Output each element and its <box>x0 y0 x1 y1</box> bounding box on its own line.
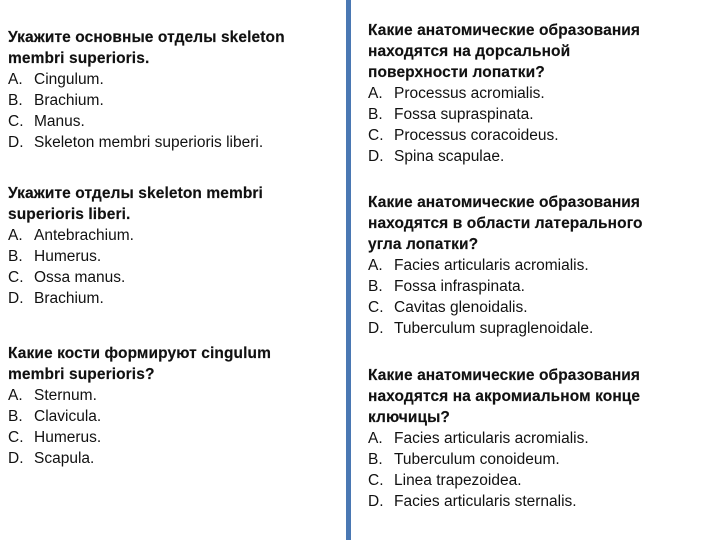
question-line: Какие анатомические образования <box>368 367 641 384</box>
question-line: поверхности лопатки? <box>368 64 545 81</box>
option-letter: C. <box>368 472 384 489</box>
option-text: Facies articularis acromialis. <box>394 257 589 274</box>
answer-option <box>8 288 263 309</box>
question-line: Укажите отделы skeleton membri <box>8 185 263 202</box>
option-text: Sternum. <box>34 387 97 404</box>
question-block <box>368 365 640 512</box>
option-letter: C. <box>8 113 24 130</box>
option-letter: C. <box>8 429 24 446</box>
answer-option <box>368 125 640 146</box>
answer-option <box>368 449 640 470</box>
question-block <box>368 20 640 167</box>
option-letter: C. <box>368 127 384 144</box>
option-text: Fossa supraspinata. <box>394 106 534 123</box>
answer-option <box>368 276 643 297</box>
option-letter: B. <box>368 106 383 123</box>
option-text: Manus. <box>34 113 85 130</box>
question-block <box>8 343 271 469</box>
answer-option <box>368 318 643 339</box>
answer-option <box>8 385 271 406</box>
option-letter: C. <box>8 269 24 286</box>
option-text: Processus coracoideus. <box>394 127 559 144</box>
option-text: Facies articularis sternalis. <box>394 493 577 510</box>
question-line: membri superioris? <box>8 366 155 383</box>
answer-option <box>8 132 285 153</box>
option-text: Spina scapulae. <box>394 148 505 165</box>
answer-option <box>368 428 640 449</box>
option-text: Skeleton membri superioris liberi. <box>34 134 264 151</box>
answer-option <box>8 406 271 427</box>
option-letter: D. <box>8 290 24 307</box>
answer-option <box>368 255 643 276</box>
option-letter: D. <box>368 148 384 165</box>
answer-option <box>368 104 640 125</box>
question-line: Какие анатомические образования <box>368 22 641 39</box>
question-line: находятся в области латерального <box>368 215 643 232</box>
question-line: угла лопатки? <box>368 236 479 253</box>
option-text: Tuberculum supraglenoidale. <box>394 320 594 337</box>
question-block <box>8 27 285 153</box>
answer-option <box>368 146 640 167</box>
option-letter: D. <box>368 320 384 337</box>
option-letter: C. <box>368 299 384 316</box>
option-text: Brachium. <box>34 290 104 307</box>
option-text: Linea trapezoidea. <box>394 472 522 489</box>
option-text: Cingulum. <box>34 71 104 88</box>
option-letter: A. <box>368 257 383 274</box>
answer-option <box>8 111 285 132</box>
option-text: Facies articularis acromialis. <box>394 430 589 447</box>
answer-option <box>8 225 263 246</box>
question-line: находятся на акромиальном конце <box>368 388 641 405</box>
question-line: Какие анатомические образования <box>368 194 641 211</box>
option-text: Humerus. <box>34 248 102 265</box>
option-text: Clavicula. <box>34 408 102 425</box>
option-letter: A. <box>368 430 383 447</box>
question-line: membri superioris. <box>8 50 150 67</box>
option-letter: B. <box>368 451 383 468</box>
answer-option <box>8 69 285 90</box>
option-text: Processus acromialis. <box>394 85 545 102</box>
option-text: Fossa infraspinata. <box>394 278 525 295</box>
option-text: Ossa manus. <box>34 269 126 286</box>
option-text: Humerus. <box>34 429 102 446</box>
answer-option <box>368 297 643 318</box>
answer-option <box>8 267 263 288</box>
answer-option <box>8 448 271 469</box>
column-divider <box>346 0 351 540</box>
option-letter: D. <box>8 450 24 467</box>
answer-option <box>368 470 640 491</box>
answer-option <box>368 491 640 512</box>
question-block <box>368 192 643 339</box>
option-letter: D. <box>8 134 24 151</box>
option-letter: A. <box>368 85 383 102</box>
option-letter: D. <box>368 493 384 510</box>
option-letter: B. <box>8 92 23 109</box>
question-line: Укажите основные отделы skeleton <box>8 29 285 46</box>
question-line: находятся на дорсальной <box>368 43 571 60</box>
option-letter: B. <box>8 408 23 425</box>
answer-option <box>8 427 271 448</box>
question-line: ключицы? <box>368 409 451 426</box>
answer-option <box>8 90 285 111</box>
option-letter: A. <box>8 387 23 404</box>
option-letter: A. <box>8 227 23 244</box>
option-text: Antebrachium. <box>34 227 134 244</box>
question-line: superioris liberi. <box>8 206 131 223</box>
option-text: Cavitas glenoidalis. <box>394 299 528 316</box>
answer-option <box>368 83 640 104</box>
option-text: Scapula. <box>34 450 95 467</box>
question-block <box>8 183 263 309</box>
option-letter: A. <box>8 71 23 88</box>
option-text: Tuberculum conoideum. <box>394 451 560 468</box>
option-text: Brachium. <box>34 92 104 109</box>
option-letter: B. <box>368 278 383 295</box>
question-line: Какие кости формируют cingulum <box>8 345 271 362</box>
answer-option <box>8 246 263 267</box>
option-letter: B. <box>8 248 23 265</box>
